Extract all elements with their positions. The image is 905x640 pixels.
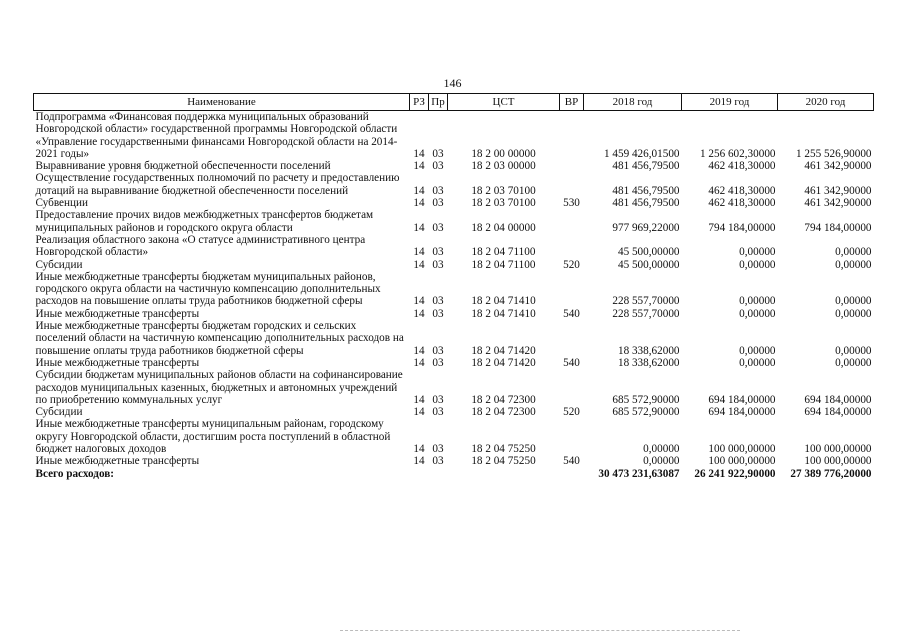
cell-pr: 03 [432, 246, 444, 259]
cell-y2020: 1 255 526,90000 [795, 147, 872, 160]
cell-y2019: 100 000,00000 [708, 455, 776, 468]
cell-pr: 03 [432, 184, 444, 197]
cell-cst: 18 2 04 72300 [471, 393, 536, 406]
cell-cst: 18 2 04 75250 [471, 455, 536, 468]
cell-name: Иные межбюджетные трансферты [35, 356, 200, 369]
cell-rz: 14 [413, 307, 425, 320]
cell-name: Предоставление прочих видов межбюджетных трансфертов бюджетам муниципальных районов и городского округа области [35, 209, 374, 234]
table-row [34, 172, 874, 197]
cell-cst: 18 2 04 00000 [471, 221, 536, 234]
cell-cst: 18 2 00 00000 [471, 147, 536, 160]
total-empty-cell [429, 468, 448, 480]
column-header-2019: 2019 год [682, 94, 778, 111]
cell-rz: 14 [413, 147, 425, 160]
cell-y2018: 45 500,00000 [617, 246, 680, 259]
cell-vr: 540 [563, 455, 580, 468]
cell-pr: 03 [432, 393, 444, 406]
cell-rz: 14 [413, 443, 425, 456]
table-row [34, 234, 874, 259]
cell-rz: 14 [413, 221, 425, 234]
cell-y2018: 18 338,62000 [617, 344, 680, 357]
cell-cst: 18 2 04 71100 [471, 258, 536, 271]
cell-y2020: 0,00000 [835, 295, 872, 308]
column-header-2018: 2018 год [584, 94, 682, 111]
cell-y2018: 0,00000 [643, 443, 680, 456]
cell-name: Осуществление государственных полномочий по расчету и предоставлению дотаций на выравнивание бюджетной обеспеченности поселений [35, 172, 400, 197]
cell-y2018: 685 572,90000 [612, 393, 680, 406]
column-header-cst: ЦСТ [448, 94, 560, 111]
cell-cst: 18 2 04 71410 [471, 295, 536, 308]
cell-y2020: 0,00000 [835, 258, 872, 271]
table-row [34, 357, 874, 369]
cell-cst: 18 2 04 71100 [471, 246, 536, 259]
cell-y2019: 0,00000 [739, 258, 776, 271]
cell-name: Субсидии [35, 258, 83, 271]
cell-vr [560, 369, 584, 406]
table-body [34, 111, 874, 480]
cell-cst: 18 2 04 72300 [471, 406, 536, 419]
total-empty-cell [448, 468, 560, 480]
cell-name: Иные межбюджетные трансферты бюджетам городских и сельских поселений области на частичную компенсацию дополнительных расходов на повышение оплаты труда работников бюджетной сферы [35, 320, 404, 357]
column-header-vr: ВР [560, 94, 584, 111]
cell-rz: 14 [413, 246, 425, 259]
total-empty-cell [560, 468, 584, 480]
cell-y2019: 1 256 602,30000 [699, 147, 776, 160]
expenditure-table [33, 93, 874, 480]
cell-y2018: 18 338,62000 [617, 356, 680, 369]
cell-y2018: 685 572,90000 [612, 406, 680, 419]
cell-pr: 03 [432, 356, 444, 369]
total-y2019: 26 241 922,90000 [694, 467, 776, 480]
cell-y2019: 0,00000 [739, 246, 776, 259]
cell-vr [560, 320, 584, 357]
cell-vr [560, 234, 584, 259]
cell-y2020: 461 342,90000 [804, 184, 872, 197]
cell-y2020: 0,00000 [835, 246, 872, 259]
cell-name: Иные межбюджетные трансферты [35, 307, 200, 320]
cell-vr: 520 [563, 258, 580, 271]
column-header-name: Наименование [34, 94, 410, 111]
total-y2020: 27 389 776,20000 [790, 467, 872, 480]
table-row [34, 406, 874, 418]
cell-y2019: 794 184,00000 [708, 221, 776, 234]
cell-y2019: 694 184,00000 [708, 406, 776, 419]
cell-pr: 03 [432, 295, 444, 308]
cell-y2018: 1 459 426,01500 [603, 147, 680, 160]
cell-name: Субвенции [35, 197, 88, 210]
cell-rz: 14 [413, 393, 425, 406]
cell-y2018: 45 500,00000 [617, 258, 680, 271]
cell-cst: 18 2 04 71420 [471, 356, 536, 369]
scan-artifact-line [340, 630, 740, 633]
cell-y2020: 461 342,90000 [804, 160, 872, 173]
cell-vr: 540 [563, 356, 580, 369]
cell-name: Подпрограмма «Финансовая поддержка муниципальных образований Новгородской области» государственной программы Новгородской области «Управление государственными финансами Новгородской области на 2014-2021 годы» [35, 111, 398, 160]
cell-y2018: 481 456,79500 [612, 197, 680, 210]
cell-y2018: 228 557,70000 [612, 295, 680, 308]
cell-y2020: 694 184,00000 [804, 406, 872, 419]
cell-y2019: 694 184,00000 [708, 393, 776, 406]
cell-y2019: 0,00000 [739, 344, 776, 357]
cell-rz: 14 [413, 295, 425, 308]
cell-name: Субсидии [35, 406, 83, 419]
table-row [34, 209, 874, 234]
cell-y2019: 0,00000 [739, 295, 776, 308]
cell-y2018: 977 969,22000 [612, 221, 680, 234]
cell-vr [560, 271, 584, 308]
cell-vr [560, 418, 584, 455]
cell-cst: 18 2 04 71420 [471, 344, 536, 357]
cell-y2018: 0,00000 [643, 455, 680, 468]
cell-y2020: 100 000,00000 [804, 455, 872, 468]
table-row [34, 160, 874, 172]
cell-vr: 530 [563, 197, 580, 210]
cell-y2019: 462 418,30000 [708, 160, 776, 173]
cell-cst: 18 2 04 75250 [471, 443, 536, 456]
table-row [34, 369, 874, 406]
cell-name: Субсидии бюджетам муниципальных районов области на софинансирование расходов муниципальных казенных, бюджетных и автономных учреждений по приобретению коммунальных услуг [35, 369, 403, 406]
cell-name: Иные межбюджетные трансферты [35, 455, 200, 468]
cell-y2020: 100 000,00000 [804, 443, 872, 456]
cell-name: Выравнивание уровня бюджетной обеспеченности поселений [35, 160, 331, 173]
cell-y2019: 100 000,00000 [708, 443, 776, 456]
cell-y2020: 694 184,00000 [804, 393, 872, 406]
cell-rz: 14 [413, 455, 425, 468]
cell-y2019: 462 418,30000 [708, 184, 776, 197]
cell-name: Иные межбюджетные трансферты бюджетам муниципальных районов, городского округа области на частичную компенсацию дополнительных расходов на повышение оплаты труда работников бюджетной сферы [35, 270, 381, 308]
total-empty-cell [410, 468, 429, 480]
cell-rz: 14 [413, 160, 425, 173]
cell-cst: 18 2 03 70100 [471, 197, 536, 210]
table-row [34, 418, 874, 455]
cell-y2020: 0,00000 [835, 344, 872, 357]
table-row [34, 197, 874, 209]
cell-y2020: 461 342,90000 [804, 197, 872, 210]
cell-pr: 03 [432, 258, 444, 271]
table-row [34, 308, 874, 320]
cell-y2018: 481 456,79500 [612, 160, 680, 173]
cell-rz: 14 [413, 184, 425, 197]
column-header-pr: Пр [429, 94, 448, 111]
cell-pr: 03 [432, 160, 444, 173]
header-row [34, 94, 874, 111]
cell-name: Реализация областного закона «О статусе административного центра Новгородской области» [35, 233, 366, 259]
column-header-rz: РЗ [410, 94, 429, 111]
total-row [34, 468, 874, 480]
cell-pr: 03 [432, 221, 444, 234]
cell-pr: 03 [432, 307, 444, 320]
total-y2018: 30 473 231,63087 [598, 467, 680, 480]
cell-pr: 03 [432, 406, 444, 419]
cell-y2019: 0,00000 [739, 356, 776, 369]
total-name: Всего расходов: [35, 467, 115, 480]
table-row [34, 455, 874, 467]
cell-pr: 03 [432, 455, 444, 468]
cell-y2018: 481 456,79500 [612, 184, 680, 197]
table-row [34, 111, 874, 161]
page-number: 146 [443, 76, 462, 90]
cell-rz: 14 [413, 258, 425, 271]
cell-vr [560, 111, 584, 161]
cell-cst: 18 2 03 00000 [471, 160, 536, 173]
cell-rz: 14 [413, 406, 425, 419]
cell-vr [560, 160, 584, 172]
table-row [34, 271, 874, 308]
cell-y2020: 0,00000 [835, 356, 872, 369]
column-header-2020: 2020 год [778, 94, 874, 111]
cell-vr: 540 [563, 307, 580, 320]
table-row [34, 259, 874, 271]
cell-y2020: 0,00000 [835, 307, 872, 320]
cell-pr: 03 [432, 443, 444, 456]
cell-cst: 18 2 03 70100 [471, 184, 536, 197]
cell-vr [560, 172, 584, 197]
cell-pr: 03 [432, 344, 444, 357]
cell-cst: 18 2 04 71410 [471, 307, 536, 320]
cell-name: Иные межбюджетные трансферты муниципальным районам, городскому округу Новгородской области, достигшим роста поступлений в областной бюджет налоговых доходов [35, 418, 391, 456]
cell-pr: 03 [432, 147, 444, 160]
cell-y2020: 794 184,00000 [804, 221, 872, 234]
cell-vr [560, 209, 584, 234]
cell-pr: 03 [432, 197, 444, 210]
cell-rz: 14 [413, 344, 425, 357]
cell-rz: 14 [413, 197, 425, 210]
table-row [34, 320, 874, 357]
cell-y2019: 0,00000 [739, 307, 776, 320]
cell-vr: 520 [563, 406, 580, 419]
cell-rz: 14 [413, 356, 425, 369]
cell-y2018: 228 557,70000 [612, 307, 680, 320]
cell-y2019: 462 418,30000 [708, 197, 776, 210]
